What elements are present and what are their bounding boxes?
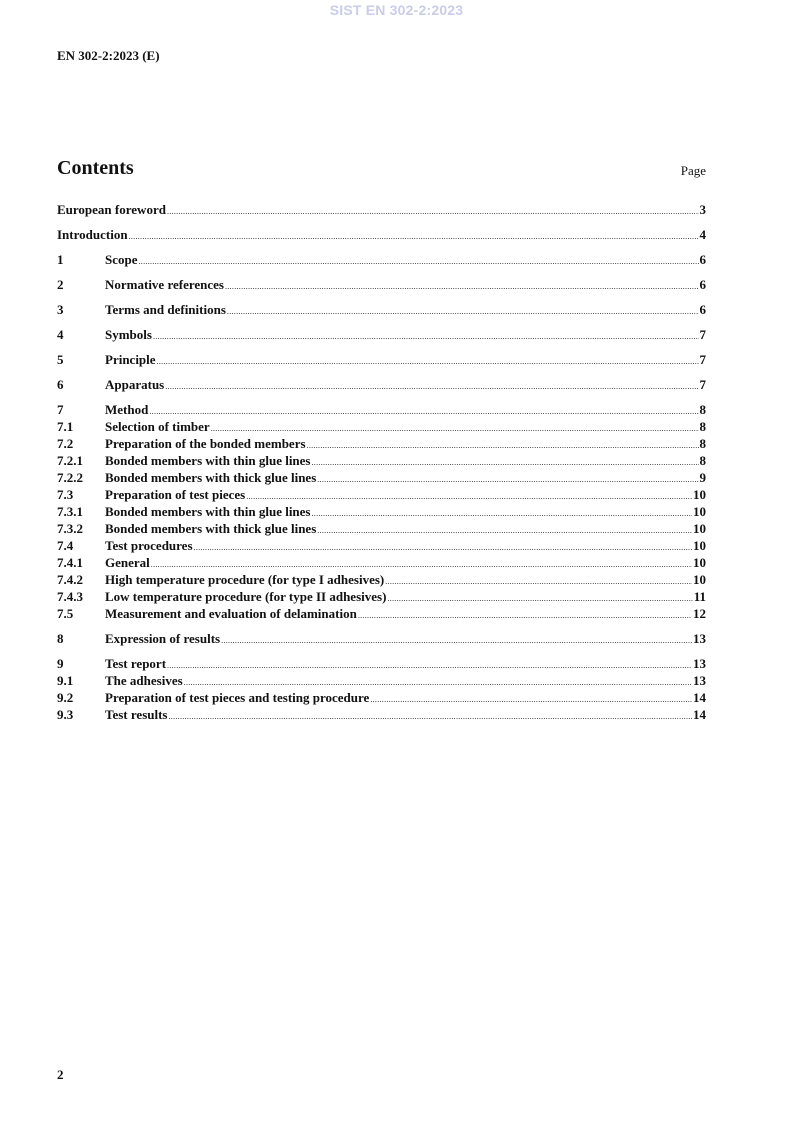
- toc-entry-page[interactable]: 7: [699, 327, 706, 342]
- toc-entry-page[interactable]: 10: [693, 555, 706, 570]
- toc-entry[interactable]: [57, 226, 706, 243]
- toc-entry[interactable]: [57, 672, 706, 689]
- toc-leader-dots: [221, 632, 692, 649]
- toc-entry-number: 7.5: [57, 606, 74, 621]
- toc-entry-title[interactable]: Measurement and evaluation of delamination: [105, 606, 357, 621]
- toc-entry-title[interactable]: Scope: [105, 252, 138, 267]
- toc-entry[interactable]: [57, 469, 706, 486]
- toc-entry-page[interactable]: 3: [699, 202, 706, 217]
- toc-entry[interactable]: [57, 251, 706, 268]
- toc-leader-dots: [149, 403, 698, 420]
- toc-entry-page[interactable]: 12: [693, 606, 706, 621]
- toc-entry-title[interactable]: Preparation of the bonded members: [105, 436, 306, 451]
- toc-entry-page[interactable]: 14: [693, 707, 706, 722]
- page-number: 2: [57, 1067, 64, 1082]
- toc-entry-page[interactable]: 8: [699, 453, 706, 468]
- toc-leader-dots: [312, 505, 693, 522]
- toc-entry-title[interactable]: Test procedures: [105, 538, 193, 553]
- toc-entry[interactable]: [57, 435, 706, 452]
- toc-entry-page[interactable]: 11: [693, 589, 706, 604]
- toc-leader-dots: [157, 353, 699, 370]
- toc-entry-title[interactable]: Preparation of test pieces and testing procedure: [105, 690, 370, 705]
- toc-entry-page[interactable]: 6: [699, 277, 706, 292]
- toc-entry-page[interactable]: 4: [699, 227, 706, 242]
- toc-leader-dots: [167, 203, 699, 220]
- toc-entry[interactable]: [57, 689, 706, 706]
- toc-leader-dots: [167, 657, 692, 674]
- toc-entry-number: 7.3: [57, 487, 74, 502]
- toc-entry-title[interactable]: The adhesives: [105, 673, 183, 688]
- toc-entry[interactable]: [57, 503, 706, 520]
- toc-entry-title[interactable]: Symbols: [105, 327, 152, 342]
- toc-entry-page[interactable]: 14: [693, 690, 706, 705]
- toc-leader-dots: [129, 228, 699, 245]
- toc-entry-number: 3: [57, 302, 64, 317]
- toc-entry-page[interactable]: 10: [693, 572, 706, 587]
- toc-entry[interactable]: [57, 376, 706, 393]
- toc-leader-dots: [370, 691, 692, 708]
- toc-entry[interactable]: [57, 571, 706, 588]
- toc-entry-number: 9.2: [57, 690, 74, 705]
- toc-leader-dots: [385, 573, 692, 590]
- toc-entry-number: 5: [57, 352, 64, 367]
- toc-entry-title[interactable]: Test report: [105, 656, 167, 671]
- toc-entry-page[interactable]: 9: [699, 470, 706, 485]
- toc-entry-title[interactable]: Test results: [105, 707, 168, 722]
- toc-entry-title[interactable]: Preparation of test pieces: [105, 487, 246, 502]
- toc-entry-number: 7.4.1: [57, 555, 83, 570]
- toc-entry[interactable]: [57, 554, 706, 571]
- toc-entry-title[interactable]: High temperature procedure (for type I adhesives): [105, 572, 385, 587]
- toc-entry-number: 6: [57, 377, 64, 392]
- watermark: SIST EN 302-2:2023: [329, 2, 464, 18]
- toc-entry-number: 8: [57, 631, 64, 646]
- toc-entry-page[interactable]: 7: [699, 352, 706, 367]
- toc-entry-number: 7.4.3: [57, 589, 83, 604]
- toc-entry-number: 2: [57, 277, 64, 292]
- toc-leader-dots: [387, 590, 692, 607]
- toc-entry-title[interactable]: Method: [105, 402, 149, 417]
- toc-entry-number: 7.2.2: [57, 470, 83, 485]
- toc-entry-title[interactable]: Terms and definitions: [105, 302, 226, 317]
- toc-entry[interactable]: [57, 301, 706, 318]
- toc-entry[interactable]: [57, 706, 706, 723]
- toc-entry[interactable]: [57, 655, 706, 672]
- table-of-contents: [57, 201, 706, 723]
- document-id-header: EN 302-2:2023 (E): [57, 48, 160, 63]
- toc-entry-title[interactable]: Bonded members with thin glue lines: [105, 504, 311, 519]
- toc-leader-dots: [358, 607, 692, 624]
- toc-entry-number: 9.1: [57, 673, 74, 688]
- toc-entry-title[interactable]: Expression of results: [105, 631, 221, 646]
- toc-entry[interactable]: [57, 401, 706, 418]
- toc-entry-number: 7.2: [57, 436, 74, 451]
- toc-leader-dots: [153, 328, 699, 345]
- toc-entry[interactable]: [57, 418, 706, 435]
- toc-leader-dots: [165, 378, 698, 395]
- toc-entry-page[interactable]: 6: [699, 252, 706, 267]
- toc-entry-title[interactable]: Introduction: [57, 227, 128, 242]
- toc-entry-title[interactable]: Bonded members with thin glue lines: [105, 453, 311, 468]
- toc-entry-number: 1: [57, 252, 64, 267]
- toc-entry-number: 4: [57, 327, 64, 342]
- toc-entry[interactable]: [57, 351, 706, 368]
- toc-leader-dots: [139, 253, 699, 270]
- toc-entry-number: 7.3.2: [57, 521, 83, 536]
- toc-entry-title[interactable]: Bonded members with thick glue lines: [105, 470, 317, 485]
- toc-entry-title[interactable]: Apparatus: [105, 377, 165, 392]
- toc-entry-number: 7: [57, 402, 64, 417]
- toc-entry-page[interactable]: 13: [693, 631, 706, 646]
- toc-entry[interactable]: [57, 520, 706, 537]
- toc-leader-dots: [307, 437, 699, 454]
- toc-entry-title[interactable]: Principle: [105, 352, 156, 367]
- toc-entry-number: 7.1: [57, 419, 74, 434]
- page-column-label: Page: [680, 163, 706, 178]
- toc-entry-page[interactable]: 10: [693, 521, 706, 536]
- toc-entry-page[interactable]: 8: [699, 402, 706, 417]
- toc-leader-dots: [194, 539, 692, 556]
- toc-leader-dots: [246, 488, 692, 505]
- toc-entry-page[interactable]: 13: [693, 673, 706, 688]
- toc-entry[interactable]: [57, 326, 706, 343]
- toc-entry-page[interactable]: 8: [699, 419, 706, 434]
- toc-leader-dots: [227, 303, 699, 320]
- toc-entry-page[interactable]: 6: [699, 302, 706, 317]
- toc-leader-dots: [225, 278, 699, 295]
- toc-entry-title[interactable]: Bonded members with thick glue lines: [105, 521, 317, 536]
- toc-entry-page[interactable]: 7: [699, 377, 706, 392]
- toc-entry-title[interactable]: General: [105, 555, 150, 570]
- toc-entry-number: 9: [57, 656, 64, 671]
- toc-entry-number: 7.4.2: [57, 572, 83, 587]
- toc-entry-title[interactable]: Selection of timber: [105, 419, 210, 434]
- toc-entry-title[interactable]: European foreword: [57, 202, 166, 217]
- toc-leader-dots: [317, 522, 692, 539]
- toc-entry-page[interactable]: 8: [699, 436, 706, 451]
- toc-entry[interactable]: [57, 276, 706, 293]
- toc-entry[interactable]: [57, 201, 706, 218]
- toc-entry[interactable]: [57, 588, 706, 605]
- toc-entry-page[interactable]: 13: [693, 656, 706, 671]
- toc-entry[interactable]: [57, 537, 706, 554]
- toc-leader-dots: [317, 471, 698, 488]
- toc-entry-page[interactable]: 10: [693, 504, 706, 519]
- toc-leader-dots: [312, 454, 699, 471]
- toc-entry[interactable]: [57, 452, 706, 469]
- toc-entry[interactable]: [57, 630, 706, 647]
- toc-entry[interactable]: [57, 605, 706, 622]
- contents-title: Contents: [57, 157, 134, 179]
- toc-entry-title[interactable]: Low temperature procedure (for type II adhesives): [105, 589, 387, 604]
- toc-entry-number: 7.3.1: [57, 504, 83, 519]
- toc-entry[interactable]: [57, 486, 706, 503]
- toc-entry-page[interactable]: 10: [693, 538, 706, 553]
- toc-entry-page[interactable]: 10: [693, 487, 706, 502]
- toc-entry-number: 9.3: [57, 707, 74, 722]
- toc-leader-dots: [168, 708, 692, 725]
- toc-entry-number: 7.2.1: [57, 453, 83, 468]
- toc-entry-title[interactable]: Normative references: [105, 277, 224, 292]
- toc-entry-number: 7.4: [57, 538, 74, 553]
